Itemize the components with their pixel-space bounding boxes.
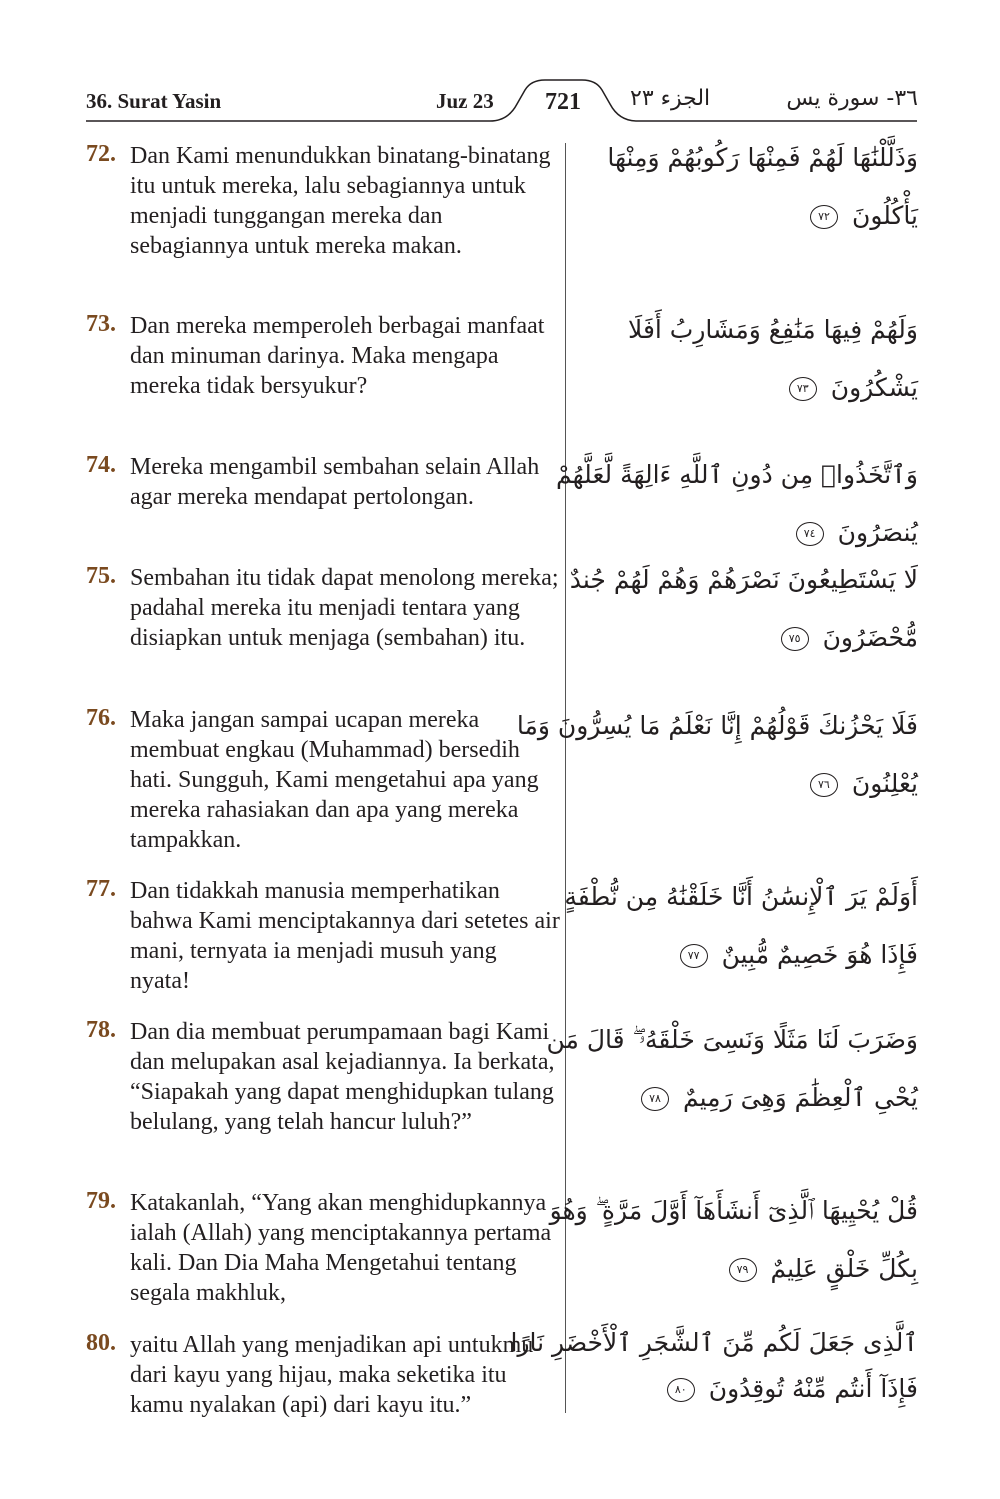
verse-translation: Mereka mengambil sembahan selain Allah agar mereka mendapat pertolongan.	[130, 454, 540, 510]
verse-translation: Dan mereka memperoleh berbagai manfaat dan minuman darinya. Maka mengapa mereka tidak bersyukur?	[130, 313, 545, 399]
arabic-line-2	[578, 926, 918, 984]
verse-end-marker-icon: ٧٦	[810, 773, 838, 797]
arabic-text: يَأْكُلُونَ	[851, 201, 918, 230]
arabic-line-2	[578, 359, 918, 417]
verse-arabic	[510, 1320, 918, 1412]
verse-number: 75.	[86, 563, 116, 589]
arabic-line-2	[578, 187, 918, 245]
verse-arabic	[578, 301, 918, 417]
verse-end-marker-icon: ٧٧	[680, 944, 708, 968]
verse-number: 78.	[86, 1017, 116, 1043]
verse-number: 77.	[86, 876, 116, 902]
verse-end-marker-icon: ٨٠	[667, 1378, 695, 1402]
verse-arabic	[556, 446, 918, 562]
verse-arabic	[578, 129, 918, 245]
verse-number: 74.	[86, 452, 116, 478]
verse-number: 76.	[86, 705, 116, 731]
juz-arabic: الجزء ٢٣	[630, 86, 711, 111]
arabic-line-1: فَلَا يَحْزُنكَ قَوْلُهُمْ إِنَّا نَعْلَمُ مَا يُسِرُّونَ وَمَا	[516, 711, 918, 740]
verse-number: 80.	[86, 1330, 116, 1356]
arabic-text: يُعْلِنُونَ	[851, 769, 918, 798]
arabic-line-1: وَلَهُمْ فِيهَا مَنَٰفِعُ وَمَشَارِبُ أَفَلَا	[628, 315, 918, 344]
arabic-line-1: أَوَلَمْ يَرَ ٱلْإِنسَٰنُ أَنَّا خَلَقْنَٰهُ مِن نُّطْفَةٍ	[564, 882, 918, 911]
verse-end-marker-icon: ٧٨	[641, 1087, 669, 1111]
arabic-text: يَشْكُرُونَ	[830, 373, 918, 402]
arabic-line-2	[578, 1240, 918, 1298]
arabic-line-1: قُلْ يُحْيِيهَا ٱلَّذِىٓ أَنشَأَهَآ أَوَّلَ مَرَّةٍ ۖ وَهُوَ	[549, 1196, 918, 1225]
arabic-line-2	[578, 1069, 918, 1127]
verse-translation: yaitu Allah yang menjadikan api untukmu dari kayu yang hijau, maka seketika itu kamu nyalakan (api) dari kayu itu.”	[130, 1332, 534, 1418]
verse-translation: Dan Kami menundukkan binatang-binatang itu untuk mereka, lalu sebagiannya untuk menjadi tunggangan mereka dan sebagiannya untuk mereka makan.	[130, 143, 551, 259]
verse-translation: Katakanlah, “Yang akan menghidupkannya ialah (Allah) yang menciptakannya pertama kali. Dan Dia Maha Mengetahui tentang segala makhluk,	[130, 1190, 552, 1306]
arabic-line-1: وَذَلَّلْنَٰهَا لَهُمْ فَمِنْهَا رَكُوبُهُمْ وَمِنْهَا	[607, 143, 918, 172]
verse-translation: Sembahan itu tidak dapat menolong mereka; padahal mereka itu menjadi tentara yang disiapkan untuk menjaga (sembahan) itu.	[130, 565, 559, 651]
juz-label: Juz 23	[436, 89, 494, 113]
verse-arabic	[569, 551, 918, 667]
verse-arabic	[549, 1182, 918, 1298]
verse-translation: Dan dia membuat perumpamaan bagi Kami dan melupakan asal kejadiannya. Ia berkata, “Siapakah yang dapat menghidupkan tulang belulang, yang telah hancur luluh?”	[130, 1019, 555, 1135]
verse-number: 72.	[86, 141, 116, 167]
page-number: 721	[545, 89, 581, 115]
arabic-text: بِكُلِّ خَلْقٍ عَلِيمٌ	[770, 1254, 918, 1283]
verse-translation: Dan tidakkah manusia memperhatikan bahwa Kami menciptakannya dari setetes air mani, ternyata ia menjadi musuh yang nyata!	[130, 878, 560, 994]
verse-end-marker-icon: ٧٢	[810, 205, 838, 229]
arabic-line-1: ٱلَّذِى جَعَلَ لَكُم مِّنَ ٱلشَّجَرِ ٱلْأَخْضَرِ نَارًا	[510, 1328, 918, 1357]
verse-arabic	[564, 868, 918, 984]
arabic-line-2	[578, 755, 918, 813]
arabic-line-2	[578, 1366, 918, 1412]
arabic-text: يُنصَرُونَ	[837, 518, 918, 547]
verse-arabic	[516, 697, 918, 813]
verse-end-marker-icon: ٧٣	[789, 377, 817, 401]
surah-arabic: ٣٦- سورة يس	[786, 86, 918, 111]
arabic-text: مُّحْضَرُونَ	[822, 623, 918, 652]
surah-title: 36. Surat Yasin	[86, 89, 222, 113]
verse-number: 79.	[86, 1188, 116, 1214]
verse-arabic	[546, 1011, 918, 1127]
verse-number: 73.	[86, 311, 116, 337]
verse-end-marker-icon: ٧٤	[796, 522, 824, 546]
arabic-line-1: وَٱتَّخَذُوا۟ مِن دُونِ ٱللَّهِ ءَالِهَةً لَّعَلَّهُمْ	[556, 460, 918, 489]
arabic-line-1: وَضَرَبَ لَنَا مَثَلًا وَنَسِىَ خَلْقَهُۥ ۖ قَالَ مَن	[546, 1025, 918, 1054]
arabic-line-1: لَا يَسْتَطِيعُونَ نَصْرَهُمْ وَهُمْ لَهُمْ جُندٌ	[569, 565, 918, 594]
arabic-text: يُحْىِ ٱلْعِظَٰمَ وَهِىَ رَمِيمٌ	[683, 1083, 918, 1112]
arabic-text: فَإِذَآ أَنتُم مِّنْهُ تُوقِدُونَ	[708, 1374, 918, 1403]
page-header	[0, 0, 1000, 130]
verse-end-marker-icon: ٧٥	[781, 627, 809, 651]
arabic-line-2	[578, 609, 918, 667]
verse-translation: Maka jangan sampai ucapan mereka membuat engkau (Muhammad) bersedih hati. Sungguh, Kami mengetahui apa yang mereka rahasiakan dan apa yang mereka tampakkan.	[130, 707, 539, 853]
arabic-text: فَإِذَا هُوَ خَصِيمٌ مُّبِينٌ	[721, 940, 918, 969]
verse-end-marker-icon: ٧٩	[729, 1258, 757, 1282]
